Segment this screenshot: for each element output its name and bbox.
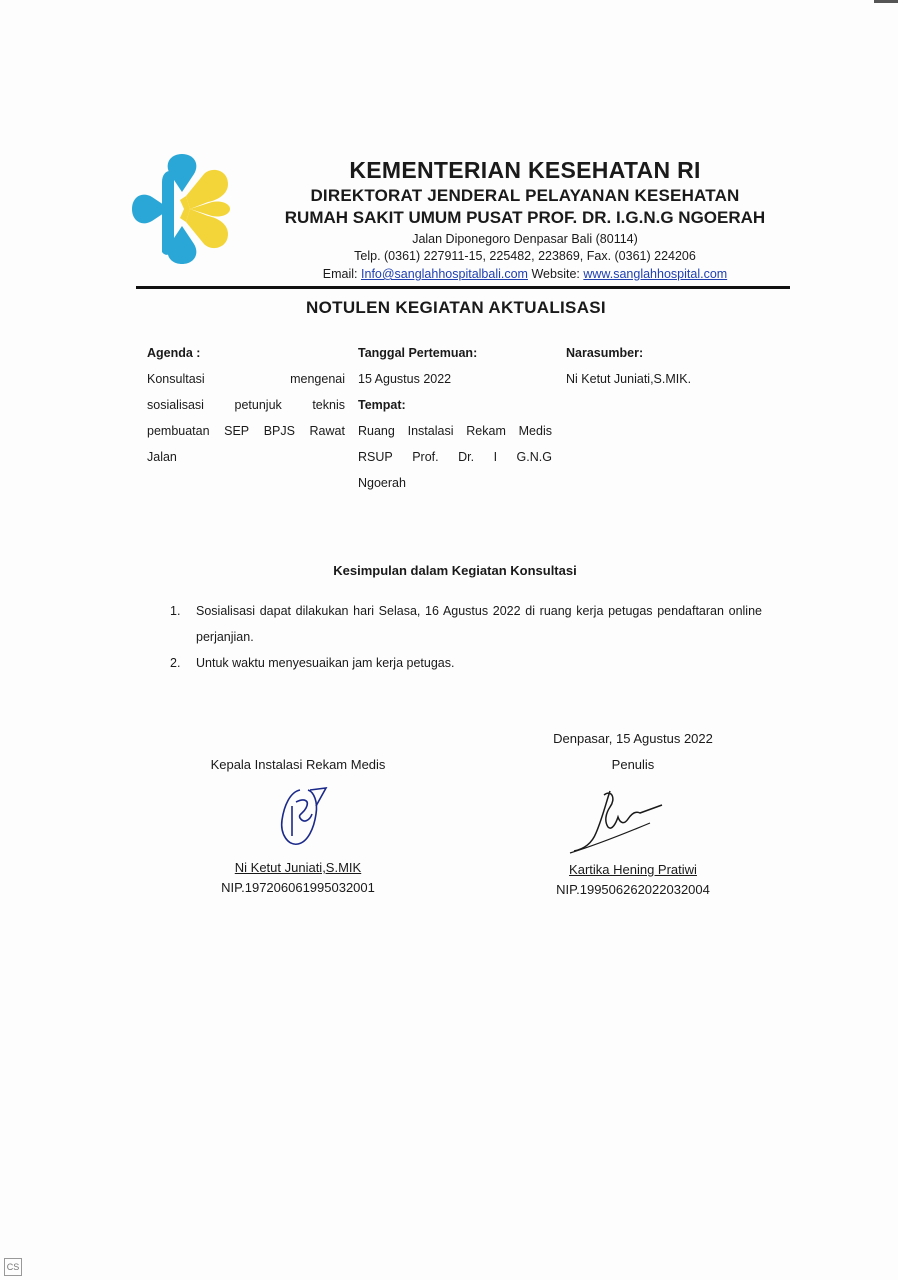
website-link[interactable]: www.sanglahhospital.com xyxy=(583,267,728,281)
signature-left-icon xyxy=(270,784,330,854)
agenda-word: Jalan xyxy=(147,450,177,464)
scan-edge-mark xyxy=(874,0,898,3)
signer-name: Kartika Hening Pratiwi xyxy=(569,862,697,877)
speaker-heading: Narasumber: xyxy=(566,346,644,360)
agenda-word: SEP xyxy=(224,424,250,438)
signer-role: Kepala Instalasi Rekam Medis xyxy=(210,757,386,772)
place-word: Rekam xyxy=(466,424,506,438)
agenda-word: mengenai xyxy=(290,372,345,386)
camscanner-badge-icon: CS xyxy=(4,1258,22,1276)
email-label: Email: xyxy=(322,267,358,281)
email-link[interactable]: Info@sanglahhospitalbali.com xyxy=(361,267,528,281)
signer-role: Penulis xyxy=(611,757,655,772)
list-item xyxy=(170,650,762,676)
agenda-word: Rawat xyxy=(309,424,345,438)
signature-block-left xyxy=(193,755,403,775)
signature-right-icon xyxy=(566,783,666,857)
agenda-word: sosialisasi xyxy=(147,398,204,412)
header-divider xyxy=(136,286,790,289)
place-line xyxy=(358,418,552,444)
ministry-logo-icon xyxy=(130,152,234,266)
agenda-word: Konsultasi xyxy=(147,372,205,386)
place-date: Denpasar, 15 Agustus 2022 xyxy=(553,731,713,746)
agenda-section xyxy=(147,340,345,470)
hospital-phone: Telp. (0361) 227911-15, 225482, 223869, Fax. (0361) 224206 xyxy=(354,249,696,263)
item-number: 2. xyxy=(170,656,181,670)
meeting-section xyxy=(358,340,552,496)
directorate-name: DIREKTORAT JENDERAL PELAYANAN KESEHATAN xyxy=(310,186,740,205)
hospital-address: Jalan Diponegoro Denpasar Bali (80114) xyxy=(412,232,638,246)
place-word: G.N.G xyxy=(516,450,552,464)
contact-line xyxy=(245,265,805,283)
agenda-line xyxy=(147,366,345,392)
place-heading: Tempat: xyxy=(358,398,406,412)
item-number: 1. xyxy=(170,604,181,618)
signer-left-name-block xyxy=(193,858,403,898)
date-heading: Tanggal Pertemuan: xyxy=(358,346,478,360)
speaker-section xyxy=(566,340,766,392)
list-item xyxy=(170,598,762,650)
hospital-name: RUMAH SAKIT UMUM PUSAT PROF. DR. I.G.N.G NGOERAH xyxy=(284,208,766,227)
agenda-word: pembuatan xyxy=(147,424,210,438)
speaker-name: Ni Ketut Juniati,S.MIK. xyxy=(566,372,692,386)
meeting-date: 15 Agustus 2022 xyxy=(358,372,452,386)
place-word: RSUP xyxy=(358,450,393,464)
place-word: Instalasi xyxy=(407,424,454,438)
ministry-name: KEMENTERIAN KESEHATAN RI xyxy=(349,157,701,183)
agenda-word: BPJS xyxy=(263,424,295,438)
signature-block-right xyxy=(530,729,736,775)
place-word: Dr. xyxy=(458,450,475,464)
place-word: Ruang xyxy=(358,424,395,438)
signer-nip: NIP.197206061995032001 xyxy=(221,880,375,895)
agenda-heading: Agenda : xyxy=(147,346,201,360)
agenda-line xyxy=(147,392,345,418)
signer-name: Ni Ketut Juniati,S.MIK xyxy=(234,860,362,875)
agenda-word: teknis xyxy=(312,398,345,412)
place-word: I xyxy=(493,450,498,464)
place-word: Medis xyxy=(518,424,552,438)
conclusion-list xyxy=(170,598,762,676)
signer-right-name-block xyxy=(530,860,736,900)
website-label: Website: xyxy=(531,267,580,281)
conclusion-heading: Kesimpulan dalam Kegiatan Konsultasi xyxy=(333,563,577,578)
place-word: Prof. xyxy=(412,450,439,464)
agenda-line xyxy=(147,418,345,444)
agenda-word: petunjuk xyxy=(234,398,282,412)
place-line xyxy=(358,470,552,496)
item-text: Sosialisasi dapat dilakukan hari Selasa, 16 Agustus 2022 di ruang kerja petugas pendaftaran online perjanjian. xyxy=(196,604,762,644)
agenda-line xyxy=(147,444,345,470)
item-text: Untuk waktu menyesuaikan jam kerja petugas. xyxy=(196,656,455,670)
document-title: NOTULEN KEGIATAN AKTUALISASI xyxy=(306,298,606,317)
letterhead xyxy=(245,155,805,283)
signer-nip: NIP.199506262022032004 xyxy=(556,882,710,897)
place-word: Ngoerah xyxy=(358,476,406,490)
place-line xyxy=(358,444,552,470)
